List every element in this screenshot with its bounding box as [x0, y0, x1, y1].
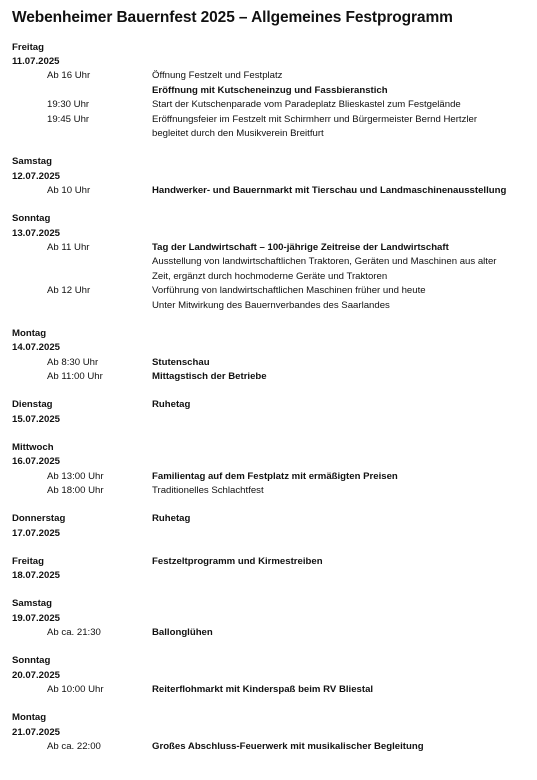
event-row: [0, 83, 537, 98]
date-row: [0, 526, 537, 541]
date-row: [0, 340, 537, 355]
event-time: Ab 11:00 Uhr: [47, 370, 103, 382]
date-row: [0, 668, 537, 683]
event-row: [0, 240, 537, 255]
event-row: [0, 254, 537, 269]
date-label: 16.07.2025: [12, 456, 61, 468]
event-row: [0, 112, 537, 127]
event-time: Ab 10 Uhr: [47, 184, 91, 196]
event-time: Ab 11 Uhr: [47, 241, 90, 253]
event-row: [0, 369, 537, 384]
event-row: [0, 283, 537, 298]
day-label: Freitag: [12, 41, 44, 53]
date-label: 19.07.2025: [12, 612, 61, 624]
event-row: [0, 469, 537, 484]
day-row: [0, 440, 537, 455]
date-row: [0, 568, 537, 583]
date-label: 15.07.2025: [12, 413, 61, 425]
event-time: Ab 8:30 Uhr: [47, 356, 99, 368]
date-row: [0, 54, 537, 69]
event-time: 19:30 Uhr: [47, 99, 90, 111]
event-text: Stutenschau: [152, 356, 210, 368]
event-row: [0, 483, 537, 498]
event-text: Ruhetag: [152, 399, 191, 411]
event-text: Start der Kutschenparade vom Paradeplatz Blieskastel zum Festgelände: [152, 99, 461, 111]
date-label: 18.07.2025: [12, 570, 61, 582]
date-label: 17.07.2025: [12, 527, 61, 539]
day-label: Samstag: [12, 156, 52, 168]
date-row: [0, 169, 537, 184]
day-label: Montag: [12, 712, 47, 724]
date-label: 13.07.2025: [12, 227, 61, 239]
date-label: 12.07.2025: [12, 170, 61, 182]
day-row: [0, 154, 537, 169]
event-row: [0, 355, 537, 370]
date-row: [0, 412, 537, 427]
event-time: Ab 10:00 Uhr: [47, 684, 104, 696]
event-text: Ruhetag: [152, 513, 191, 525]
event-row: [0, 625, 537, 640]
date-label: 21.07.2025: [12, 726, 61, 738]
date-row: [0, 226, 537, 241]
event-time: 19:45 Uhr: [47, 113, 90, 125]
event-row: [0, 682, 537, 697]
event-time: Ab 18:00 Uhr: [47, 484, 104, 496]
event-text: Großes Abschluss-Feuerwerk mit musikalischer Begleitung: [152, 741, 424, 753]
event-text: Familientag auf dem Festplatz mit ermäßigten Preisen: [152, 470, 398, 482]
day-label: Sonntag: [12, 213, 51, 225]
day-label: Montag: [12, 327, 47, 339]
event-row: [0, 97, 537, 112]
event-row: [0, 739, 537, 754]
date-row: [0, 611, 537, 626]
event-text: Traditionelles Schlachtfest: [152, 484, 264, 496]
event-text: Öffnung Festzelt und Festplatz: [152, 70, 283, 82]
event-text: Zeit, ergänzt durch hochmoderne Geräte und Traktoren: [152, 270, 388, 282]
event-time: Ab ca. 22:00: [47, 741, 101, 753]
day-row: [0, 554, 537, 569]
day-row: [0, 326, 537, 341]
document-title: Webenheimer Bauernfest 2025 – Allgemeines Festprogramm: [12, 9, 453, 26]
date-label: 11.07.2025: [12, 55, 60, 67]
event-text: Festzeltprogramm und Kirmestreiben: [152, 555, 323, 567]
event-text: Tag der Landwirtschaft – 100-jährige Zeitreise der Landwirtschaft: [152, 241, 449, 253]
day-label: Dienstag: [12, 399, 53, 411]
date-row: [0, 725, 537, 740]
day-label: Mittwoch: [12, 441, 54, 453]
event-text: Handwerker- und Bauernmarkt mit Tierschau und Landmaschinenausstellung: [152, 184, 507, 196]
day-row: [0, 511, 537, 526]
date-label: 14.07.2025: [12, 342, 61, 354]
event-text: Vorführung von landwirtschaftlichen Maschinen früher und heute: [152, 285, 426, 297]
day-row: [0, 653, 537, 668]
event-row: [0, 126, 537, 141]
day-row: [0, 710, 537, 725]
event-text: Mittagstisch der Betriebe: [152, 370, 267, 382]
event-row: [0, 269, 537, 284]
event-text: Reiterflohmarkt mit Kinderspaß beim RV Bliestal: [152, 684, 374, 696]
day-label: Samstag: [12, 598, 52, 610]
date-row: [0, 454, 537, 469]
day-row: [0, 596, 537, 611]
event-text: Eröffnung mit Kutscheneinzug und Fassbieranstich: [152, 84, 388, 96]
event-time: Ab 16 Uhr: [47, 70, 91, 82]
event-text: Eröffnungsfeier im Festzelt mit Schirmherr und Bürgermeister Bernd Hertzler: [152, 113, 478, 125]
event-row: [0, 298, 537, 313]
event-text: Ballonglühen: [152, 627, 213, 639]
event-text: Ausstellung von landwirtschaftlichen Traktoren, Geräten und Maschinen aus alter: [152, 256, 497, 268]
event-time: Ab 13:00 Uhr: [47, 470, 104, 482]
event-row: [0, 68, 537, 83]
event-time: Ab ca. 21:30: [47, 627, 101, 639]
event-text: begleitet durch den Musikverein Breitfurt: [152, 127, 324, 139]
day-label: Sonntag: [12, 655, 51, 667]
date-label: 20.07.2025: [12, 669, 61, 681]
event-row: [0, 183, 537, 198]
day-label: Freitag: [12, 555, 44, 567]
event-time: Ab 12 Uhr: [47, 285, 91, 297]
day-row: [0, 40, 537, 55]
day-row: [0, 211, 537, 226]
event-text: Unter Mitwirkung des Bauernverbandes des Saarlandes: [152, 299, 390, 311]
day-label: Donnerstag: [12, 513, 66, 525]
day-row: [0, 397, 537, 412]
